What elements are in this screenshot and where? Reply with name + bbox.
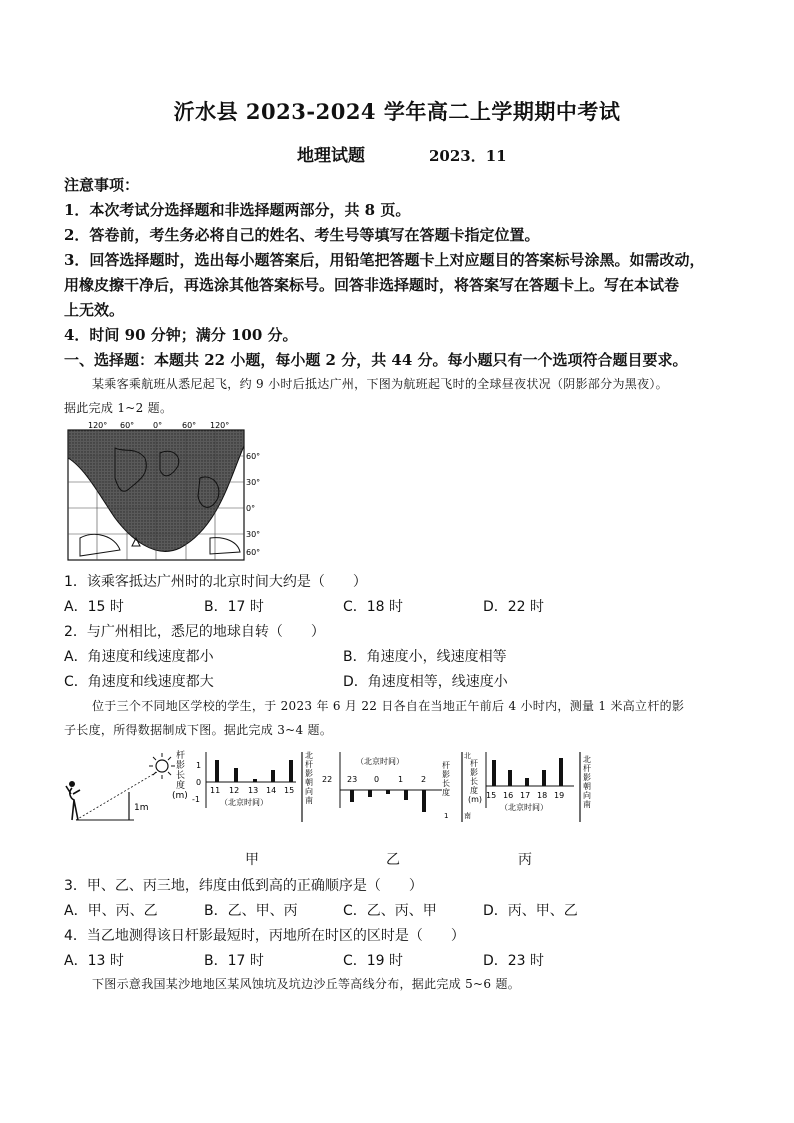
yi-bar [368,790,372,797]
jia-ytick: 1 [196,761,202,770]
jia-ytick: 0 [196,778,202,787]
jia-direction-label: 北杆影朝向南 [305,751,313,805]
notice-item-3: 3．回答选择题时，选出每小题答案后，用铅笔把答题卡上对应题目的答案标号涂黑。如需改动， [64,251,705,269]
q4-stem: 4．当乙地测得该日杆影最短时，丙地所在时区的区时是（ ） [64,928,465,944]
passage1-line1: 某乘客乘航班从悉尼起飞，约 9 小时后抵达广州，下图为航班起飞时的全球昼夜状况（阴影部分为黑夜）。 [92,377,668,391]
yi-ytick: 1 [444,812,449,820]
pole-height-label: 1m [134,803,149,813]
jia-tick: 12 [229,786,240,795]
q1-option-d[interactable]: D．22 时 [483,599,545,615]
jia-bar [271,770,275,782]
bing-y-axis-label: 杆影长度(m) [468,759,483,804]
q2-option-d[interactable]: D．角速度相等，线速度小 [343,674,508,690]
sun-icon [156,760,168,772]
q2-option-c[interactable]: C．角速度和线速度都大 [64,674,214,690]
notice-item-1: 1．本次考试分选择题和非选择题两部分，共 8 页。 [64,201,411,219]
bing-bar [542,770,546,786]
map-right-label: 30° [246,530,261,539]
q1-option-a[interactable]: A．15 时 [64,599,124,615]
jia-bar [289,760,293,782]
chart-caption-bing: 丙 [518,852,532,868]
passage1-line2: 据此完成 1~2 题。 [64,401,173,415]
bing-tick: 15 [486,791,497,800]
student-figure-icon [66,786,80,820]
bing-bar [559,758,563,786]
map-right-label: 60° [246,452,261,461]
q3-stem: 3．甲、乙、丙三地，纬度由低到高的正确顺序是（ ） [64,878,423,894]
jia-y-axis-label: 杆影长度(m) [172,751,188,801]
q3-option-c[interactable]: C．乙、丙、甲 [343,903,437,919]
map-right-label: 30° [246,478,261,487]
q3-option-b[interactable]: B．乙、甲、丙 [204,903,298,919]
q4-option-b[interactable]: B．17 时 [204,953,264,969]
jia-ytick: -1 [192,795,200,804]
passage3-line1: 下图示意我国某沙地地区某风蚀坑及坑边沙丘等高线分布，据此完成 5~6 题。 [92,977,521,991]
yi-tick: 0 [374,775,380,784]
notice-item-3-cont: 用橡皮擦干净后，再选涂其他答案标号。回答非选择题时，将答案写在答题卡上。写在本试卷 [64,276,680,294]
bing-tick: 19 [554,791,565,800]
bing-tick: 17 [520,791,531,800]
subject-name: 地理试题 [297,146,365,166]
bing-bar [508,770,512,786]
yi-bar [422,790,426,812]
bing-bar [525,778,529,786]
map-right-label: 60° [246,548,261,557]
q1-stem: 1．该乘客抵达广州时的北京时间大约是（ ） [64,574,367,590]
chart-bing [470,748,600,830]
yi-y-axis-label: 杆影长度 [442,761,450,797]
yi-time-label: （北京时间） [356,757,404,766]
q2-option-a[interactable]: A．角速度和线速度都小 [64,649,214,665]
jia-time-label: （北京时间） [220,798,268,807]
q4-option-c[interactable]: C．19 时 [343,953,404,969]
notice-item-4: 4．时间 90 分钟；满分 100 分。 [64,326,298,344]
jia-tick: 15 [284,786,295,795]
passage2-line2: 子长度，所得数据制成下图。据此完成 3~4 题。 [64,723,333,737]
jia-tick: 11 [210,786,221,795]
yi-bar [386,790,390,794]
chart-jia [170,748,320,830]
yi-bar [404,790,408,800]
section-heading: 一、选择题：本题共 22 小题，每小题 2 分，共 44 分。每小题只有一个选项符合题目要求。 [64,351,688,369]
exam-title: 沂水县 2023-2024 学年高二上学期期中考试 [173,99,621,124]
q1-option-c[interactable]: C．18 时 [343,599,404,615]
q4-option-a[interactable]: A．13 时 [64,953,124,969]
map-top-label: 120° [210,421,230,430]
jia-bar [253,779,257,782]
yi-direction-label: 北南 [464,752,471,820]
bing-bar [492,760,496,786]
notice-item-3-end: 上无效。 [64,301,125,319]
bing-tick: 16 [503,791,514,800]
exam-subtitle [297,141,507,166]
map-top-label: 0° [153,421,163,430]
q4-option-d[interactable]: D．23 时 [483,953,545,969]
map-right-label: 0° [246,504,256,513]
q3-option-a[interactable]: A．甲、丙、乙 [64,903,158,919]
yi-tick: 2 [421,775,427,784]
yi-tick: 1 [398,775,404,784]
yi-tick: 22 [322,775,333,784]
bing-tick: 18 [537,791,548,800]
day-night-map [60,418,280,568]
jia-bar [215,760,219,782]
exam-date: 2023．11 [429,147,507,165]
yi-bar [350,790,354,802]
notice-item-2: 2．答卷前，考生务必将自己的姓名、考生号等填写在答题卡指定位置。 [64,226,540,244]
q2-stem: 2．与广州相比，悉尼的地球自转（ ） [64,624,325,640]
student-head-icon [69,781,75,787]
bing-time-label: （北京时间） [500,803,548,812]
jia-tick: 14 [266,786,277,795]
map-top-label: 60° [182,421,197,430]
chart-yi [320,748,470,830]
q2-option-b[interactable]: B．角速度小，线速度相等 [343,649,507,665]
q1-option-b[interactable]: B．17 时 [204,599,264,615]
chart-caption-jia: 甲 [245,852,259,868]
jia-tick: 13 [248,786,259,795]
jia-bar [234,768,238,782]
passage2-line1: 位于三个不同地区学校的学生，于 2023 年 6 月 22 日各自在当地正午前后 4 小时内，测量 1 米高立杆的影 [92,699,685,713]
bing-direction-label: 北杆影朝向南 [583,755,591,809]
map-top-label: 60° [120,421,135,430]
notice-heading: 注意事项： [64,176,140,194]
q3-option-d[interactable]: D．丙、甲、乙 [483,903,578,919]
map-top-label: 120° [88,421,108,430]
yi-tick: 23 [347,775,358,784]
chart-caption-yi: 乙 [386,852,400,868]
